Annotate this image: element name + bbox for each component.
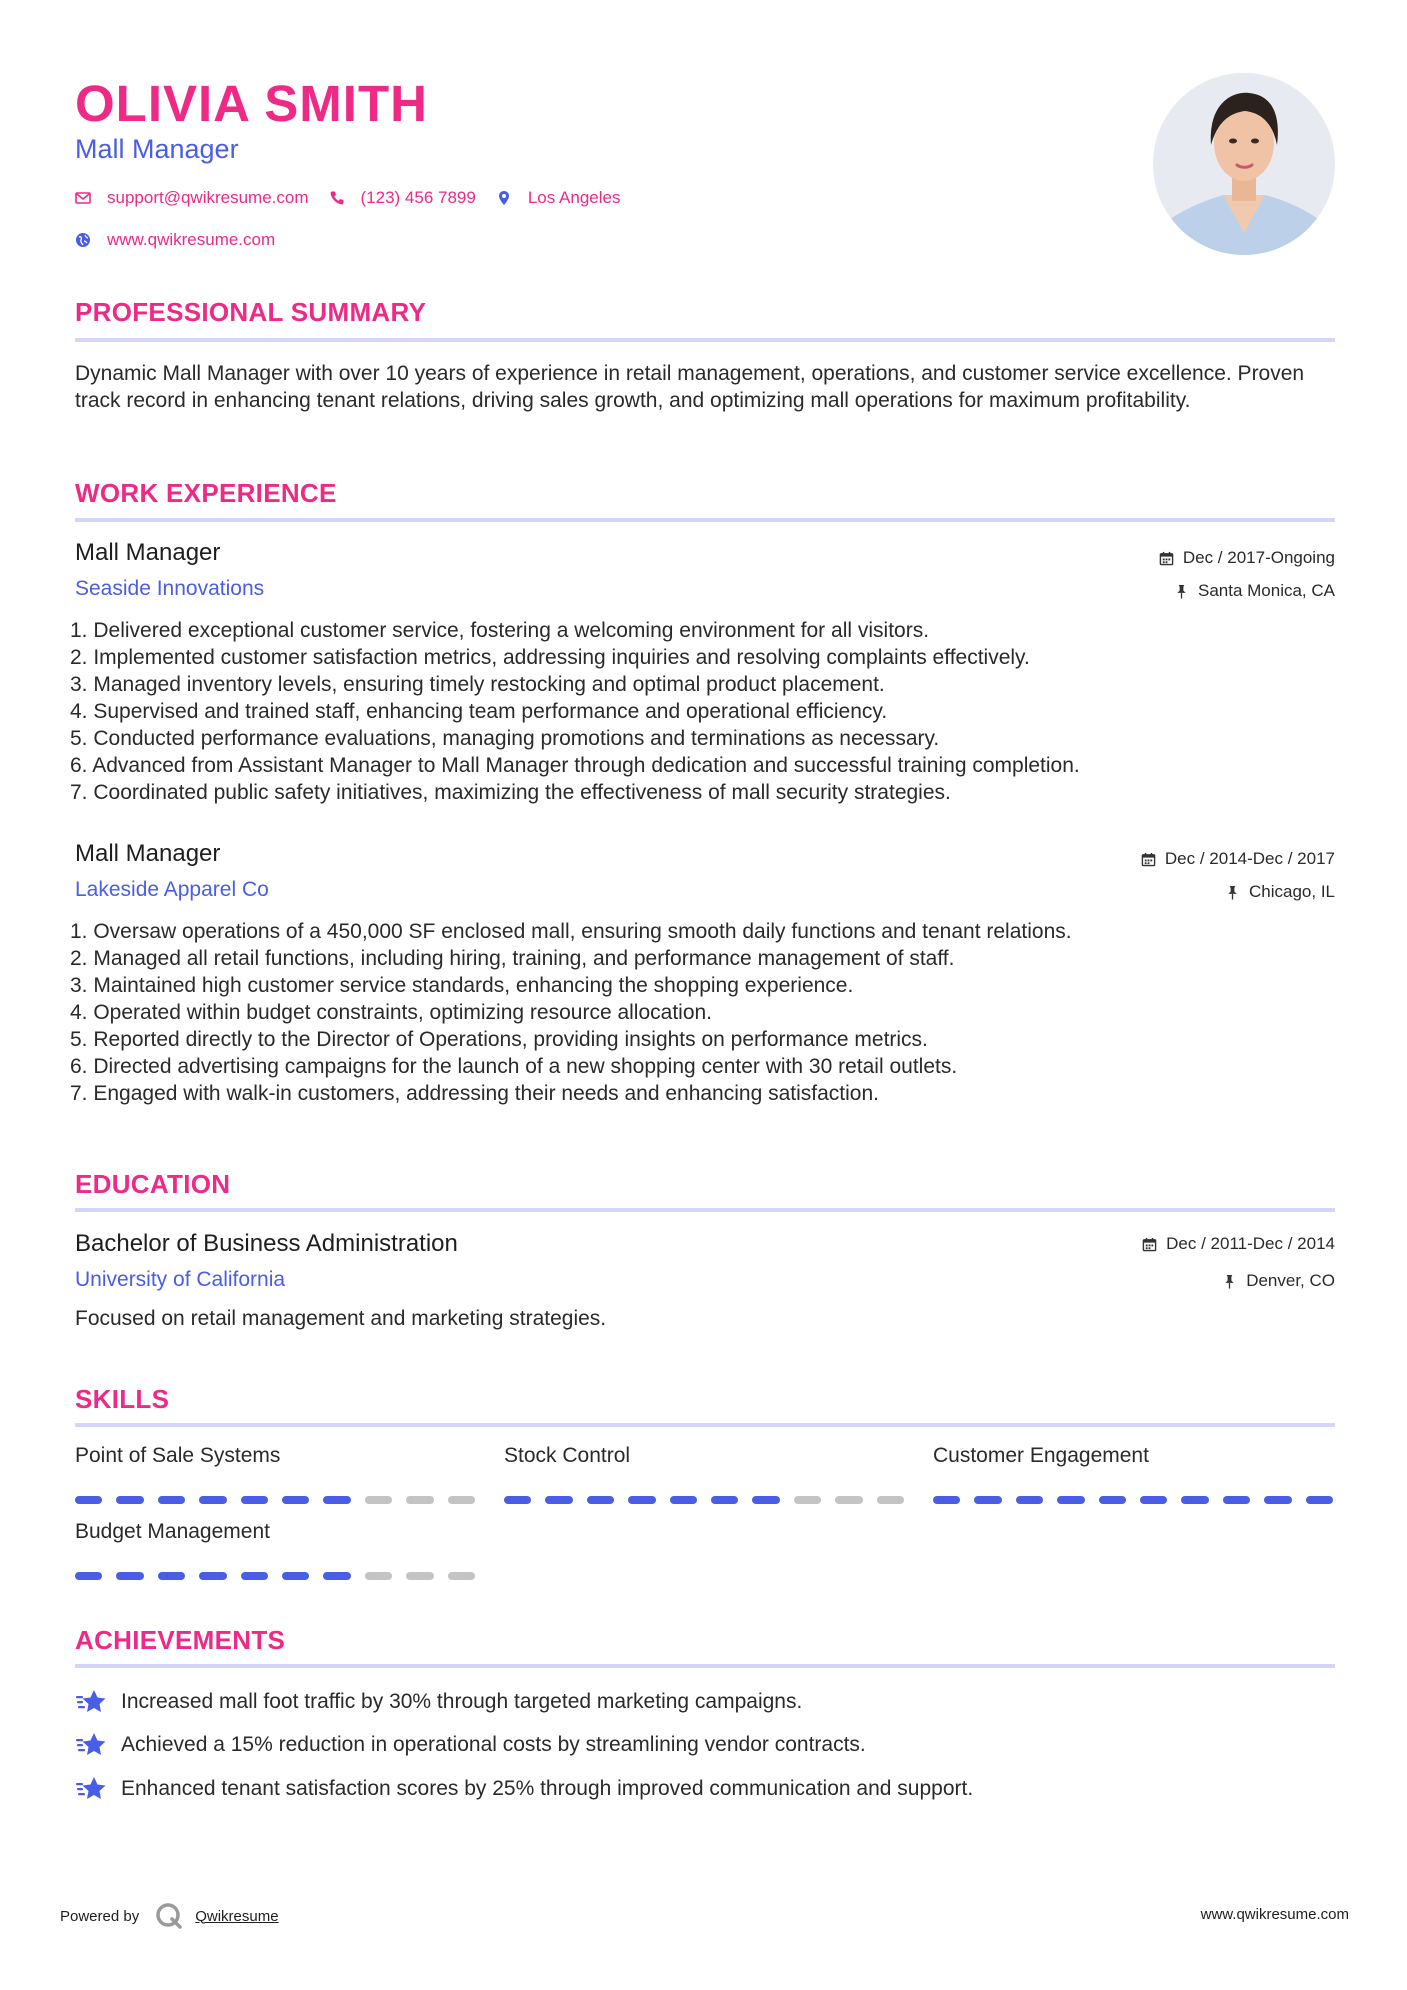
skill-name: Budget Management bbox=[75, 1520, 270, 1543]
skill-name: Stock Control bbox=[504, 1444, 631, 1467]
website-row bbox=[75, 230, 295, 250]
skill-dash-filled bbox=[75, 1496, 102, 1504]
section-divider bbox=[75, 1664, 1335, 1668]
education-location-text: Denver, CO bbox=[1246, 1271, 1335, 1290]
star-icon bbox=[75, 1775, 107, 1803]
skill-dash-filled bbox=[1099, 1496, 1126, 1504]
skill-dash-filled bbox=[545, 1496, 572, 1504]
skill-dash-filled bbox=[1264, 1496, 1291, 1504]
list-item: 5. Reported directly to the Director of Operations, providing insights on performance metrics. bbox=[70, 1028, 928, 1051]
job-title: Mall Manager bbox=[75, 840, 221, 867]
job-dates-text: Dec / 2014-Dec / 2017 bbox=[1164, 849, 1335, 868]
job-location bbox=[1225, 882, 1335, 902]
skill-dash-filled bbox=[158, 1572, 185, 1580]
skill-dash-filled bbox=[1223, 1496, 1250, 1504]
education-dates-text: Dec / 2011-Dec / 2014 bbox=[1166, 1234, 1335, 1253]
pushpin-icon bbox=[1174, 584, 1189, 599]
envelope-icon bbox=[75, 190, 91, 206]
skill-name: Customer Engagement bbox=[933, 1444, 1149, 1467]
job-bullets bbox=[70, 918, 1335, 1107]
achievement-item bbox=[75, 1731, 866, 1759]
section-divider bbox=[75, 338, 1335, 342]
website-contact[interactable] bbox=[75, 230, 275, 250]
education-heading: EDUCATION bbox=[75, 1169, 231, 1199]
list-item: 4. Supervised and trained staff, enhancing team performance and operational efficiency. bbox=[70, 700, 888, 723]
skill-level-meter bbox=[75, 1496, 475, 1504]
skill-dash-filled bbox=[199, 1496, 226, 1504]
achievement-text: Enhanced tenant satisfaction scores by 25% through improved communication and support. bbox=[121, 1777, 974, 1800]
skill-dash-filled bbox=[628, 1496, 655, 1504]
list-item: 3. Maintained high customer service standards, enhancing the shopping experience. bbox=[70, 974, 854, 997]
section-divider bbox=[75, 1208, 1335, 1212]
phone-contact[interactable] bbox=[329, 188, 476, 208]
job-location bbox=[1174, 581, 1335, 601]
footer-website[interactable]: www.qwikresume.com bbox=[1200, 1906, 1349, 1923]
footer-branding bbox=[60, 1902, 279, 1930]
skill-dash-filled bbox=[711, 1496, 738, 1504]
job-dates-text: Dec / 2017-Ongoing bbox=[1182, 548, 1335, 567]
skill-dash-filled bbox=[241, 1572, 268, 1580]
experience-heading: WORK EXPERIENCE bbox=[75, 478, 337, 508]
list-item: 6. Directed advertising campaigns for the launch of a new shopping center with 30 retail outlets. bbox=[70, 1055, 958, 1078]
skill-item bbox=[933, 1444, 1333, 1504]
job-bullets bbox=[70, 617, 1335, 806]
skill-item bbox=[75, 1520, 475, 1580]
star-icon bbox=[75, 1688, 107, 1716]
job-company: Seaside Innovations bbox=[75, 577, 265, 600]
skill-dash-filled bbox=[282, 1496, 309, 1504]
map-pin-icon bbox=[496, 190, 512, 206]
skill-dash-filled bbox=[116, 1496, 143, 1504]
candidate-name: OLIVIA SMITH bbox=[75, 75, 428, 132]
summary-heading: PROFESSIONAL SUMMARY bbox=[75, 297, 427, 327]
skill-dash-filled bbox=[1140, 1496, 1167, 1504]
achievement-text: Increased mall foot traffic by 30% through targeted marketing campaigns. bbox=[121, 1690, 803, 1713]
achievement-item bbox=[75, 1688, 802, 1716]
skill-dash-filled bbox=[116, 1572, 143, 1580]
skill-dash-filled bbox=[199, 1572, 226, 1580]
powered-by-label: Powered by bbox=[60, 1907, 140, 1925]
skill-dash-empty bbox=[835, 1496, 862, 1504]
phone-text: (123) 456 7899 bbox=[360, 188, 476, 207]
skill-dash-filled bbox=[75, 1572, 102, 1580]
list-item: 2. Implemented customer satisfaction metrics, addressing inquiries and resolving complaints effectively. bbox=[70, 646, 1030, 669]
pushpin-icon bbox=[1225, 885, 1240, 900]
achievement-item bbox=[75, 1775, 973, 1803]
skill-item bbox=[75, 1444, 475, 1504]
education-location bbox=[1222, 1271, 1335, 1291]
skill-dash-filled bbox=[1057, 1496, 1084, 1504]
list-item: 6. Advanced from Assistant Manager to Mall Manager through dedication and successful training completion. bbox=[70, 754, 1080, 777]
location-text: Los Angeles bbox=[527, 188, 621, 207]
job-dates bbox=[1159, 548, 1335, 568]
skill-dash-empty bbox=[365, 1572, 392, 1580]
skill-dash-filled bbox=[1306, 1496, 1333, 1504]
skills-heading: SKILLS bbox=[75, 1384, 170, 1414]
contact-row bbox=[75, 188, 640, 208]
skill-dash-empty bbox=[406, 1572, 433, 1580]
list-item: 4. Operated within budget constraints, optimizing resource allocation. bbox=[70, 1001, 713, 1024]
skill-item bbox=[504, 1444, 904, 1504]
calendar-icon bbox=[1142, 1237, 1157, 1252]
section-divider bbox=[75, 518, 1335, 522]
skill-dash-filled bbox=[323, 1496, 350, 1504]
skill-dash-filled bbox=[974, 1496, 1001, 1504]
education-description: Focused on retail management and marketing strategies. bbox=[75, 1307, 607, 1330]
skill-dash-filled bbox=[158, 1496, 185, 1504]
location-contact bbox=[496, 188, 621, 208]
skill-dash-filled bbox=[587, 1496, 614, 1504]
calendar-icon bbox=[1141, 852, 1156, 867]
phone-icon bbox=[329, 190, 345, 206]
star-icon bbox=[75, 1731, 107, 1759]
avatar bbox=[1153, 73, 1335, 255]
degree-title: Bachelor of Business Administration bbox=[75, 1230, 458, 1257]
skill-dash-filled bbox=[323, 1572, 350, 1580]
skill-dash-filled bbox=[933, 1496, 960, 1504]
skill-level-meter bbox=[75, 1572, 475, 1580]
skill-dash-empty bbox=[794, 1496, 821, 1504]
candidate-role: Mall Manager bbox=[75, 134, 239, 164]
skill-dash-empty bbox=[877, 1496, 904, 1504]
qwikresume-logo-icon bbox=[155, 1902, 183, 1930]
skill-dash-filled bbox=[1181, 1496, 1208, 1504]
achievements-heading: ACHIEVEMENTS bbox=[75, 1625, 286, 1655]
skill-dash-filled bbox=[752, 1496, 779, 1504]
website-text: www.qwikresume.com bbox=[107, 230, 276, 249]
summary-text: Dynamic Mall Manager with over 10 years of experience in retail management, operations, and customer service excellence. Proven track record in enhancing tenant relations, driving sales growth, and optimizing mall operations for maximum profitability. bbox=[75, 362, 1305, 412]
list-item: 5. Conducted performance evaluations, managing promotions and terminations as necessary. bbox=[70, 727, 940, 750]
job-location-text: Chicago, IL bbox=[1249, 882, 1335, 901]
list-item: 7. Coordinated public safety initiatives, maximizing the effectiveness of mall security strategies. bbox=[70, 781, 951, 804]
skill-dash-filled bbox=[241, 1496, 268, 1504]
skill-level-meter bbox=[933, 1496, 1333, 1504]
job-location-text: Santa Monica, CA bbox=[1197, 581, 1335, 600]
pushpin-icon bbox=[1222, 1274, 1237, 1289]
skill-dash-filled bbox=[282, 1572, 309, 1580]
job-title: Mall Manager bbox=[75, 539, 221, 566]
skill-dash-filled bbox=[670, 1496, 697, 1504]
skill-dash-empty bbox=[448, 1496, 475, 1504]
globe-icon bbox=[75, 232, 91, 248]
list-item: 2. Managed all retail functions, including hiring, training, and performance management of staff. bbox=[70, 947, 955, 970]
skill-dash-filled bbox=[1016, 1496, 1043, 1504]
email-contact[interactable] bbox=[75, 188, 309, 208]
job-company: Lakeside Apparel Co bbox=[75, 878, 269, 901]
list-item: 1. Oversaw operations of a 450,000 SF enclosed mall, ensuring smooth daily functions and tenant relations. bbox=[70, 920, 1072, 943]
school-name: University of California bbox=[75, 1268, 286, 1291]
skill-name: Point of Sale Systems bbox=[75, 1444, 281, 1467]
section-divider bbox=[75, 1423, 1335, 1427]
email-text: support@qwikresume.com bbox=[107, 188, 309, 207]
footer-brand-link[interactable]: Qwikresume bbox=[195, 1907, 279, 1925]
list-item: 3. Managed inventory levels, ensuring timely restocking and optimal product placement. bbox=[70, 673, 885, 696]
skill-dash-empty bbox=[448, 1572, 475, 1580]
list-item: 7. Engaged with walk-in customers, addressing their needs and enhancing satisfaction. bbox=[70, 1082, 879, 1105]
calendar-icon bbox=[1159, 551, 1174, 566]
skill-dash-filled bbox=[504, 1496, 531, 1504]
education-dates bbox=[1142, 1234, 1335, 1254]
portrait-photo bbox=[1153, 73, 1335, 255]
skill-dash-empty bbox=[406, 1496, 433, 1504]
achievement-text: Achieved a 15% reduction in operational costs by streamlining vendor contracts. bbox=[121, 1733, 866, 1756]
job-dates bbox=[1141, 849, 1335, 869]
list-item: 1. Delivered exceptional customer service, fostering a welcoming environment for all visitors. bbox=[70, 619, 930, 642]
skill-level-meter bbox=[504, 1496, 904, 1504]
skill-dash-empty bbox=[365, 1496, 392, 1504]
